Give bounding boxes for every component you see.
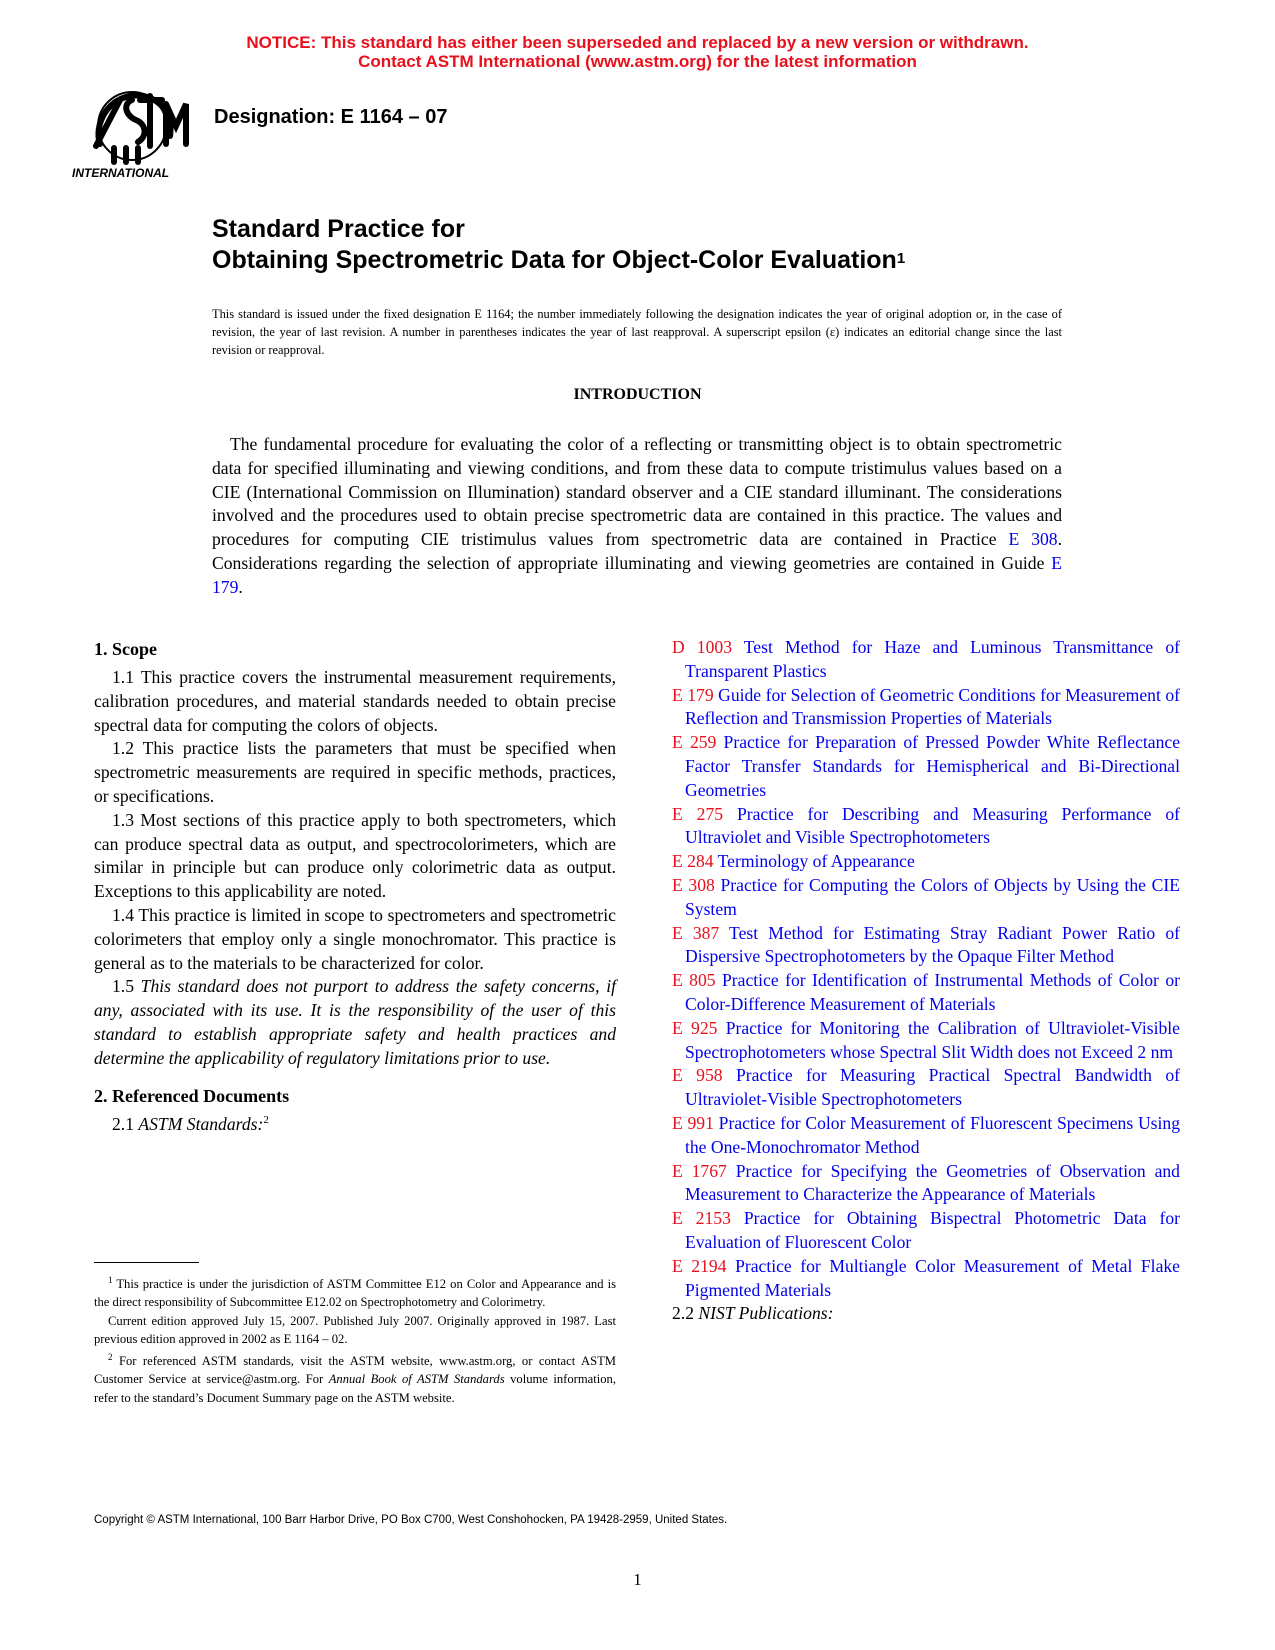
reference-code[interactable]: E 259: [672, 732, 717, 753]
reference-code[interactable]: E 958: [672, 1065, 723, 1086]
intro-text-c: .: [238, 576, 243, 597]
reference-item[interactable]: [672, 1255, 1180, 1303]
reference-code[interactable]: E 991: [672, 1112, 714, 1133]
section-2-1-label: ASTM Standards:: [138, 1113, 264, 1134]
left-column: [94, 636, 616, 1136]
referenced-documents-heading: 2. Referenced Documents: [94, 1085, 290, 1106]
reference-title[interactable]: Test Method for Estimating Stray Radiant Power Ratio of Dispersive Spectrophotometers by the Opaque Filter Method: [685, 922, 1180, 967]
reference-code[interactable]: E 387: [672, 922, 720, 943]
section-2-1: [94, 1109, 616, 1137]
document-title: [212, 214, 905, 276]
introduction-text: [212, 433, 1062, 600]
reference-code[interactable]: E 308: [672, 874, 715, 895]
reference-title[interactable]: Practice for Multiangle Color Measurement of Metal Flake Pigmented Materials: [685, 1255, 1180, 1300]
section-2-2-num: 2.2: [672, 1303, 699, 1324]
title-main: Obtaining Spectrometric Data for Object-Color Evaluation: [212, 246, 897, 274]
reference-code[interactable]: E 284: [672, 851, 714, 872]
reference-title[interactable]: Terminology of Appearance: [717, 851, 915, 872]
reference-code[interactable]: E 1767: [672, 1160, 727, 1181]
reference-title[interactable]: Practice for Computing the Colors of Objects by Using the CIE System: [685, 874, 1180, 919]
scope-1-1: 1.1 This practice covers the instrumental measurement requirements, calibration procedures, and material standards needed to obtain precise spectral data for computing the colors of objects.: [94, 667, 616, 735]
page-number: 1: [633, 1570, 642, 1589]
introduction-heading: INTRODUCTION: [573, 386, 702, 403]
link-e308[interactable]: E 308: [1008, 529, 1058, 550]
reference-item[interactable]: [672, 874, 1180, 922]
reference-item[interactable]: [672, 684, 1180, 732]
reference-title[interactable]: Test Method for Haze and Luminous Transmittance of Transparent Plastics: [685, 637, 1180, 681]
reference-item[interactable]: [672, 969, 1180, 1017]
footnote-1: [94, 1271, 616, 1312]
footnote-2-text-b: volume information, refer to the standard’s Document Summary page on the ASTM website.: [94, 1372, 616, 1405]
scope-1-5: [94, 975, 616, 1070]
title-line-2: [212, 245, 905, 276]
scope-1-2: 1.2 This practice lists the parameters that must be specified when spectrometric measurements are required in specific methods, practices, or specifications.: [94, 738, 616, 806]
intro-text-a: The fundamental procedure for evaluating the color of a reflecting or transmitting object is to obtain spectrometric data for specified illuminating and viewing conditions, and from these data to compute tristimulus values based on a CIE (International Commission on Illumination) standard observer and a CIE standard illuminant. The considerations involved and the procedures used to obtain precise spectrometric data are contained in this practice. The values and procedures for computing CIE tristimulus values from spectrometric data are contained in Practice: [212, 434, 1062, 550]
reference-item[interactable]: [672, 850, 1180, 874]
reference-item[interactable]: [672, 1064, 1180, 1112]
reference-item[interactable]: [672, 1160, 1180, 1208]
scope-1-3: 1.3 Most sections of this practice apply to both spectrometers, which can produce spectral data as output, and spectrocolorimeters, which are similar in principle but can produce only colorimetric data as output. Exceptions to this applicability are noted.: [94, 809, 616, 902]
section-2-2-label: NIST Publications:: [698, 1303, 834, 1324]
astm-logo-icon: [70, 86, 200, 181]
section-2-1-mark: 2: [263, 1113, 269, 1126]
footnote-2: [94, 1348, 616, 1407]
reference-code[interactable]: E 179: [672, 684, 714, 705]
logo-text: INTERNATIONAL: [72, 166, 170, 180]
footnote-1-text: This practice is under the jurisdiction of ASTM Committee E12 on Color and Appearance and is the direct responsibility of Subcommittee E12.02 on Spectrophotometry and Colorimetry.: [94, 1277, 616, 1310]
reference-title[interactable]: Practice for Identification of Instrumental Methods of Color or Color-Difference Measurement of Materials: [685, 970, 1180, 1014]
title-line-1: Standard Practice for: [212, 215, 465, 243]
footnote-2-text-a: For referenced ASTM standards, visit the ASTM website, www.astm.org, or contact ASTM Customer Service at service@astm.org. For: [94, 1354, 616, 1387]
reference-title[interactable]: Practice for Obtaining Bispectral Photometric Data for Evaluation of Fluorescent Color: [685, 1208, 1180, 1252]
footnotes: [94, 1271, 616, 1407]
scope-1-5-num: 1.5: [112, 976, 141, 997]
scope-1-5-text: This standard does not purport to address the safety concerns, if any, associated with its use. It is the responsibility of the user of this standard to establish appropriate safety and health practices and determine the applicability of regulatory limitations prior to use.: [94, 976, 616, 1068]
reference-title[interactable]: Practice for Monitoring the Calibration of Ultraviolet-Visible Spectrophotometers whose Spectral Slit Width does not Exceed 2 nm: [685, 1017, 1180, 1062]
reference-code[interactable]: E 275: [672, 803, 724, 824]
reference-title[interactable]: Guide for Selection of Geometric Conditions for Measurement of Reflection and Transmission Properties of Materials: [685, 684, 1180, 729]
notice-line-1: NOTICE: This standard has either been superseded and replaced by a new version or withdrawn.: [246, 33, 1029, 52]
right-column: [672, 636, 1180, 1326]
reference-title[interactable]: Practice for Describing and Measuring Performance of Ultraviolet and Visible Spectrophotometers: [685, 803, 1181, 848]
footnote-1-mark: 1: [108, 1275, 113, 1285]
issuance-note: This standard is issued under the fixed designation E 1164; the number immediately following the designation indicates the year of original adoption or, in the case of revision, the year of last revision. A number in parentheses indicates the year of last reapproval. A superscript epsilon (ε) indicates an editorial change since the last revision or reapproval.: [212, 307, 1062, 357]
footnote-2-italic: Annual Book of ASTM Standards: [328, 1372, 505, 1387]
section-2-1-num: 2.1: [112, 1113, 139, 1134]
title-footnote-mark: 1: [896, 250, 906, 267]
reference-item[interactable]: [672, 803, 1180, 851]
footnote-divider: [94, 1262, 199, 1263]
reference-code[interactable]: E 2153: [672, 1208, 731, 1229]
section-2-2: [672, 1302, 1180, 1326]
designation: Designation: E 1164 – 07: [214, 106, 448, 128]
reference-code[interactable]: E 925: [672, 1017, 718, 1038]
reference-item[interactable]: [672, 731, 1180, 802]
footnote-2-mark: 2: [108, 1352, 113, 1362]
link-e179[interactable]: E 179: [212, 552, 1062, 597]
reference-item[interactable]: [672, 922, 1180, 970]
withdrawal-notice: [0, 33, 1275, 71]
reference-title[interactable]: Practice for Color Measurement of Fluorescent Specimens Using the One-Monochromator Method: [685, 1112, 1180, 1157]
reference-code[interactable]: E 805: [672, 970, 716, 991]
reference-item[interactable]: [672, 1207, 1180, 1255]
reference-title[interactable]: Practice for Measuring Practical Spectral Bandwidth of Ultraviolet-Visible Spectrophotometers: [685, 1065, 1180, 1110]
reference-item[interactable]: [672, 1017, 1180, 1065]
reference-item[interactable]: [672, 1112, 1180, 1160]
copyright-line: Copyright © ASTM International, 100 Barr Harbor Drive, PO Box C700, West Conshohocken, PA 19428-2959, United States.: [94, 1514, 728, 1526]
notice-line-2: Contact ASTM International (www.astm.org) for the latest information: [358, 52, 917, 71]
reference-item[interactable]: [672, 636, 1180, 684]
scope-heading: 1. Scope: [94, 639, 157, 659]
reference-code[interactable]: D 1003: [672, 637, 732, 657]
reference-title[interactable]: Practice for Preparation of Pressed Powder White Reflectance Factor Transfer Standards for Hemispherical and Bi-Directional Geometries: [685, 732, 1181, 800]
intro-text-b: . Considerations regarding the selection of appropriate illuminating and viewing geometries are contained in Guide: [212, 529, 1062, 573]
reference-code[interactable]: E 2194: [672, 1255, 727, 1276]
footnote-1-edition: Current edition approved July 15, 2007. Published July 2007. Originally approved in 1987. Last previous edition approved in 2002 as E 1164 – 02.: [94, 1313, 616, 1346]
scope-1-4: 1.4 This practice is limited in scope to spectrometers and spectrometric colorimeters that employ only a single monochromator. This practice is general as to the materials to be characterized for color.: [94, 904, 616, 973]
reference-title[interactable]: Practice for Specifying the Geometries of Observation and Measurement to Characterize the Appearance of Materials: [685, 1160, 1180, 1205]
